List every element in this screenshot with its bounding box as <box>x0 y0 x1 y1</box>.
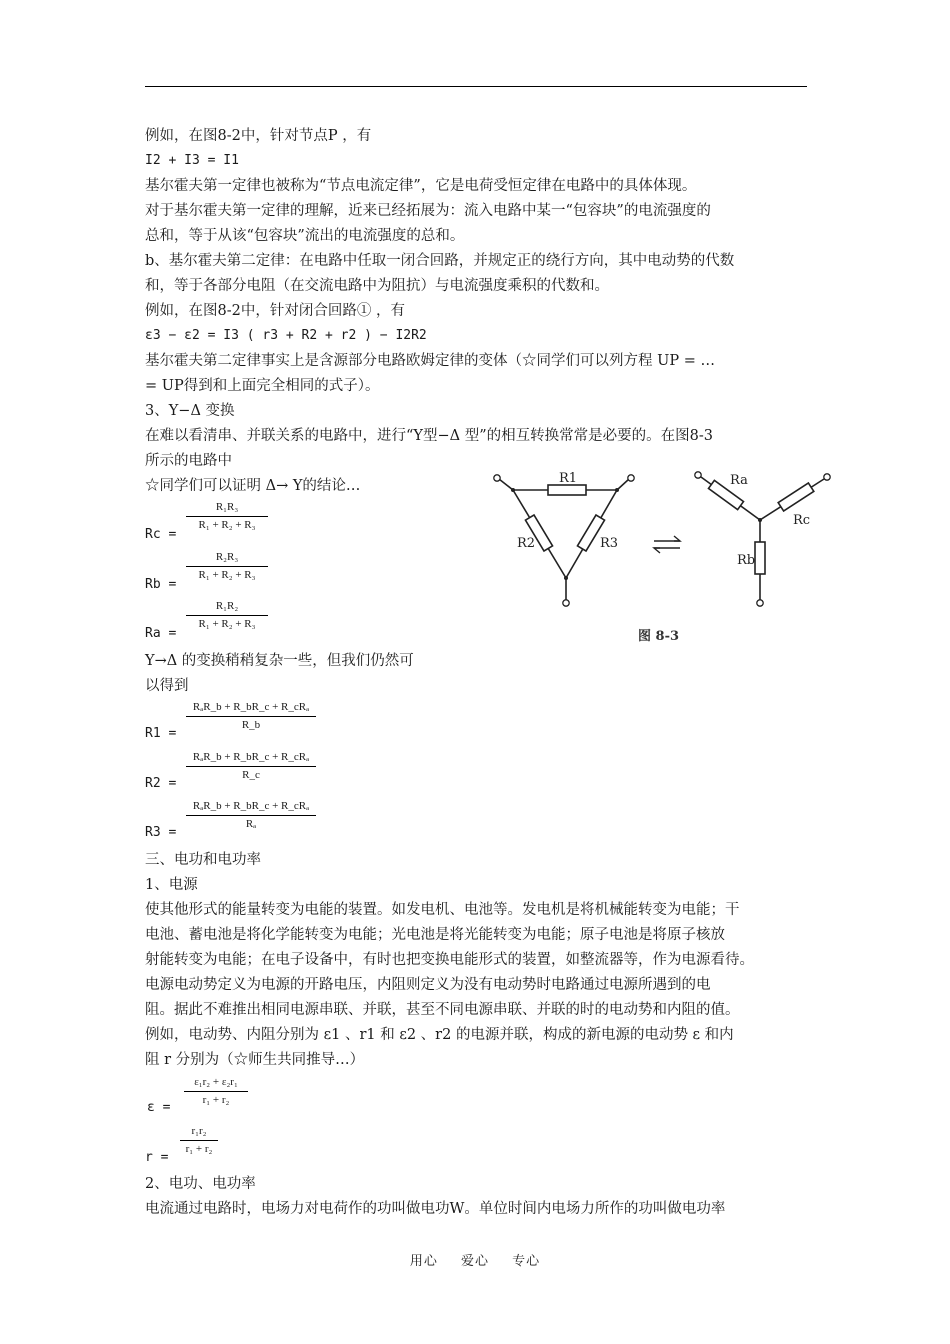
text-line: 以得到 <box>145 678 189 694</box>
formula-ra-denominator: R₁ + R₂ + R₃ <box>198 618 256 630</box>
formula-eps-numerator: ε₁r₂ + ε₂r₁ <box>184 1075 248 1092</box>
label-rc: Rc <box>793 513 811 528</box>
formula-r1-label: R1 = <box>145 726 177 741</box>
formula-r3-numerator: RₐR_b + R_bR_c + R_cRₐ <box>186 799 316 816</box>
text-line: 例如，在图8-2中，针对闭合回路① ，有 <box>145 303 405 319</box>
formula-ra-fraction <box>186 599 268 632</box>
formula-eps-label: ε = <box>147 1100 171 1115</box>
formula-r3-label: R3 = <box>145 825 177 840</box>
formula-r1-fraction <box>186 700 316 733</box>
text-line: 使其他形式的能量转变为电能的装置。如发电机、电池等。发电机是将机械能转变为电能；干 <box>145 902 740 918</box>
text-line: 基尔霍夫第一定律也被称为“节点电流定律”，它是电荷受恒定律在电路中的具体体现。 <box>145 178 697 194</box>
text-line: 例如，电动势、内阻分别为 ε1 、r1 和 ε2 、r2 的电源并联，构成的新电源的电动势 ε 和内 <box>145 1027 734 1043</box>
text-line: 所示的电路中 <box>145 453 232 469</box>
section-heading: 3、Y−Δ 变换 <box>145 403 235 419</box>
formula-rb-denominator: R₁ + R₂ + R₃ <box>198 569 256 581</box>
formula-r1-denominator: R_b <box>241 719 261 731</box>
text-line: 例如，在图8-2中，针对节点P ，有 <box>145 128 372 144</box>
text-line: Y→Δ 的变换稍稍复杂一些，但我们仍然可 <box>145 653 414 669</box>
text-line: 对于基尔霍夫第一定律的理解，近来已经拓展为：流入电路中某一“包容块”的电流强度的 <box>145 203 711 219</box>
equation-kvl: ε3 − ε2 = I3 ( r3 + R2 + r2 ) − I2R2 <box>145 328 427 343</box>
terminal-node <box>757 600 763 606</box>
text-line: 电池、蓄电池是将化学能转变为电能；光电池是将光能转变为电能；原子电池是将原子核放 <box>145 927 725 943</box>
junction-dot <box>758 518 762 522</box>
text-line: 和，等于各部分电阻（在交流电路中为阻抗）与电流强度乘积的代数和。 <box>145 278 609 294</box>
formula-r2-label: R2 = <box>145 776 177 791</box>
formula-eps-fraction <box>184 1075 248 1108</box>
formula-r-label: r = <box>145 1150 169 1165</box>
formula-ra-label: Ra = <box>145 626 177 641</box>
formula-rb-label: Rb = <box>145 577 177 592</box>
text-line: 阻 r 分别为（☆师生共同推导…） <box>145 1052 365 1068</box>
formula-ra-numerator: R₁R₂ <box>186 599 268 616</box>
formula-rc-numerator: R₁R₃ <box>186 500 268 517</box>
terminal-node <box>494 475 500 481</box>
transform-arrow-icon <box>654 536 680 553</box>
figure-8-3 <box>480 462 850 652</box>
formula-r-denominator: r₁ + r₂ <box>185 1143 213 1155</box>
label-r1: R1 <box>559 471 578 486</box>
terminal-node <box>628 475 634 481</box>
text-line: 在难以看清串、并联关系的电路中，进行“Y型−Δ 型”的相互转换常常是必要的。在图8-3 <box>145 428 713 444</box>
formula-rb-fraction <box>186 550 268 583</box>
header-rule <box>145 86 807 87</box>
formula-rc-label: Rc = <box>145 527 177 542</box>
formula-rc-denominator: R₁ + R₂ + R₃ <box>198 519 256 531</box>
formula-r2-denominator: R_c <box>242 769 260 781</box>
text-line: = UP得到和上面完全相同的式子）。 <box>145 378 380 394</box>
terminal-node <box>563 600 569 606</box>
text-line: 电流通过电路时，电场力对电荷作的功叫做电功W。单位时间内电场力所作的功叫做电功率 <box>145 1201 726 1217</box>
label-r2: R2 <box>517 536 536 551</box>
formula-r-numerator: r₁r₂ <box>180 1124 218 1141</box>
terminal-node <box>695 472 701 478</box>
text-line: b、基尔霍夫第二定律：在电路中任取一闭合回路，并规定正的绕行方向，其中电动势的代数 <box>145 253 735 269</box>
formula-r1-numerator: RₐR_b + R_bR_c + R_cRₐ <box>186 700 316 717</box>
terminal-node <box>824 474 830 480</box>
formula-rc-fraction <box>186 500 268 533</box>
text-line: 电源电动势定义为电源的开路电压，内阻则定义为没有电动势时电路通过电源所遇到的电 <box>145 977 711 993</box>
label-r3: R3 <box>600 536 619 551</box>
delta-lead-right <box>617 479 629 490</box>
figure-caption: 图 8-3 <box>638 629 680 644</box>
footer-text: 用心 <box>409 1254 438 1269</box>
resistor-rc <box>778 483 814 511</box>
formula-r-fraction <box>180 1124 218 1157</box>
formula-r3-fraction <box>186 799 316 832</box>
formula-rb-numerator: R₂R₃ <box>186 550 268 567</box>
formula-r3-denominator: Rₐ <box>245 818 257 830</box>
subsection-heading: 2、电功、电功率 <box>145 1176 256 1192</box>
junction-dot <box>511 488 515 492</box>
label-rb: Rb <box>737 553 756 568</box>
text-line: 射能转变为电能；在电子设备中，有时也把变换电能形式的装置，如整流器等，作为电源看待。 <box>145 952 754 968</box>
text-line: 基尔霍夫第二定律事实上是含源部分电路欧姆定律的变体（☆同学们可以列方程 UP = … <box>145 353 715 369</box>
resistor-rb <box>755 542 765 574</box>
junction-dot <box>564 576 568 580</box>
formula-eps-denominator: r₁ + r₂ <box>202 1094 230 1106</box>
label-ra: Ra <box>730 473 748 488</box>
footer-text: 专心 <box>512 1254 541 1269</box>
resistor-r1 <box>548 485 586 495</box>
text-line: 阻。据此不难推出相同电源串联、并联，甚至不同电源串联、并联的时的电动势和内阻的值。 <box>145 1002 740 1018</box>
junction-dot <box>615 488 619 492</box>
formula-r2-fraction <box>186 750 316 783</box>
delta-lead-left <box>499 479 513 490</box>
footer-text: 爱心 <box>460 1254 489 1269</box>
section-heading: 三、电功和电功率 <box>145 852 261 868</box>
page-footer <box>0 1250 950 1269</box>
text-line: 总和，等于从该“包容块”流出的电流强度的总和。 <box>145 228 465 244</box>
subsection-heading: 1、电源 <box>145 877 198 893</box>
formula-r2-numerator: RₐR_b + R_bR_c + R_cRₐ <box>186 750 316 767</box>
equation-kcl: I2 + I3 = I1 <box>145 153 239 168</box>
text-line: ☆同学们可以证明 Δ→ Y的结论… <box>145 478 361 494</box>
